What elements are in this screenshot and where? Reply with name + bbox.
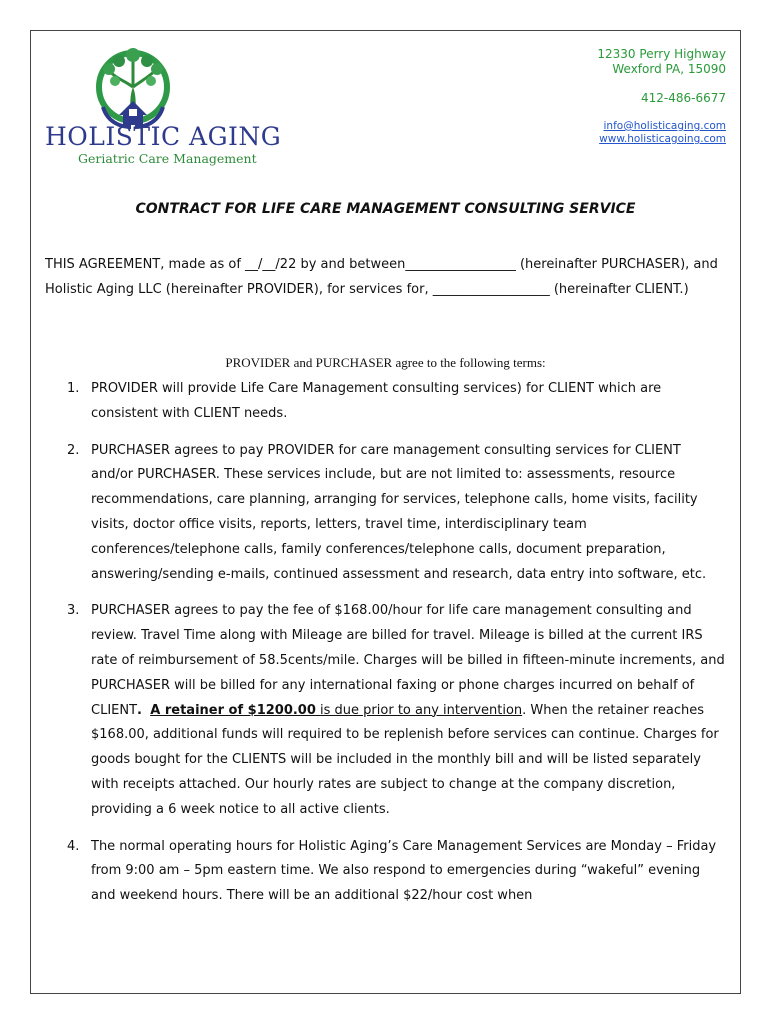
term-period: .: [137, 702, 142, 718]
retainer-amount: A retainer of $1200.00: [150, 702, 316, 718]
term-text: PURCHASER agrees to pay PROVIDER for care management consulting services for CLIENT and/or PURCHASER. These services include, but are not limited to: assessments, resource recommendations, care planning, arranging for services, telephone calls, home visits, facility visits, doctor office visits, reports, letters, travel time, interdisciplinary team conferences/telephone calls, family conferences/telephone calls, document preparation, answering/sending e-mails, continued assessment and research, data entry into software, etc.: [91, 442, 707, 582]
term-item: [45, 835, 726, 909]
phone-number: 412-486-6677: [640, 91, 726, 105]
term-text-continued: . When the retainer reaches $168.00, additional funds will required to be replenish before services can continue. Charges for goods bought for the CLIENTS will be included in the monthly bill and will be listed separately with receipts attached. Our hourly rates are subject to change at the company discretion, providing a 6 week notice to all active clients.: [91, 702, 719, 817]
term-item: [45, 377, 726, 427]
website-link[interactable]: www.holisticagoing.com: [599, 133, 726, 145]
agreement-intro: THIS AGREEMENT, made as of __/__/22 by and between_________________ (hereinafter PURCHASER), and Holistic Aging LLC (hereinafter PROVIDER), for services for, __________________ (hereinafter CLIENT.): [45, 257, 718, 297]
email-link[interactable]: info@holisticaging.com: [603, 120, 726, 132]
address-line-2: Wexford PA, 15090: [612, 62, 726, 76]
term-item: [45, 599, 726, 822]
logo-tagline: Geriatric Care Management: [78, 151, 257, 166]
term-number: 4.: [67, 838, 80, 854]
term-number: 2.: [67, 442, 80, 458]
document-title: CONTRACT FOR LIFE CARE MANAGEMENT CONSULTING SERVICE: [135, 201, 636, 217]
term-text: PROVIDER will provide Life Care Management consulting services) for CLIENT which are consistent with CLIENT needs.: [91, 381, 662, 421]
address-line-1: 12330 Perry Highway: [597, 47, 726, 61]
terms-heading: PROVIDER and PURCHASER agree to the following terms:: [225, 355, 546, 370]
document-page: [30, 30, 741, 994]
term-number: 1.: [67, 381, 80, 396]
term-number: 3.: [67, 603, 80, 619]
term-text: PURCHASER agrees to pay the fee of $168.00/hour for life care management consulting and review. Travel Time along with Mileage are billed for travel. Mileage is billed at the current IRS rate of reimbursement of 58.5cents/mile. Charges will be billed in fifteen-minute increments, and PURCHASER will be billed for any international faxing or phone charges incurred on behalf of CLIENT: [91, 603, 725, 718]
term-text: The normal operating hours for Holistic Aging’s Care Management Services are Monday – Friday from 9:00 am – 5pm eastern time. We also respond to emergencies during “wakeful” evening and weekend hours. There will be an additional $22/hour cost when: [91, 838, 717, 904]
term-item: [45, 439, 726, 588]
terms-list: [45, 377, 726, 921]
contact-block: [597, 47, 726, 146]
retainer-text: is due prior to any intervention: [315, 702, 523, 718]
logo-wordmark: HOLISTIC AGING: [45, 122, 282, 151]
